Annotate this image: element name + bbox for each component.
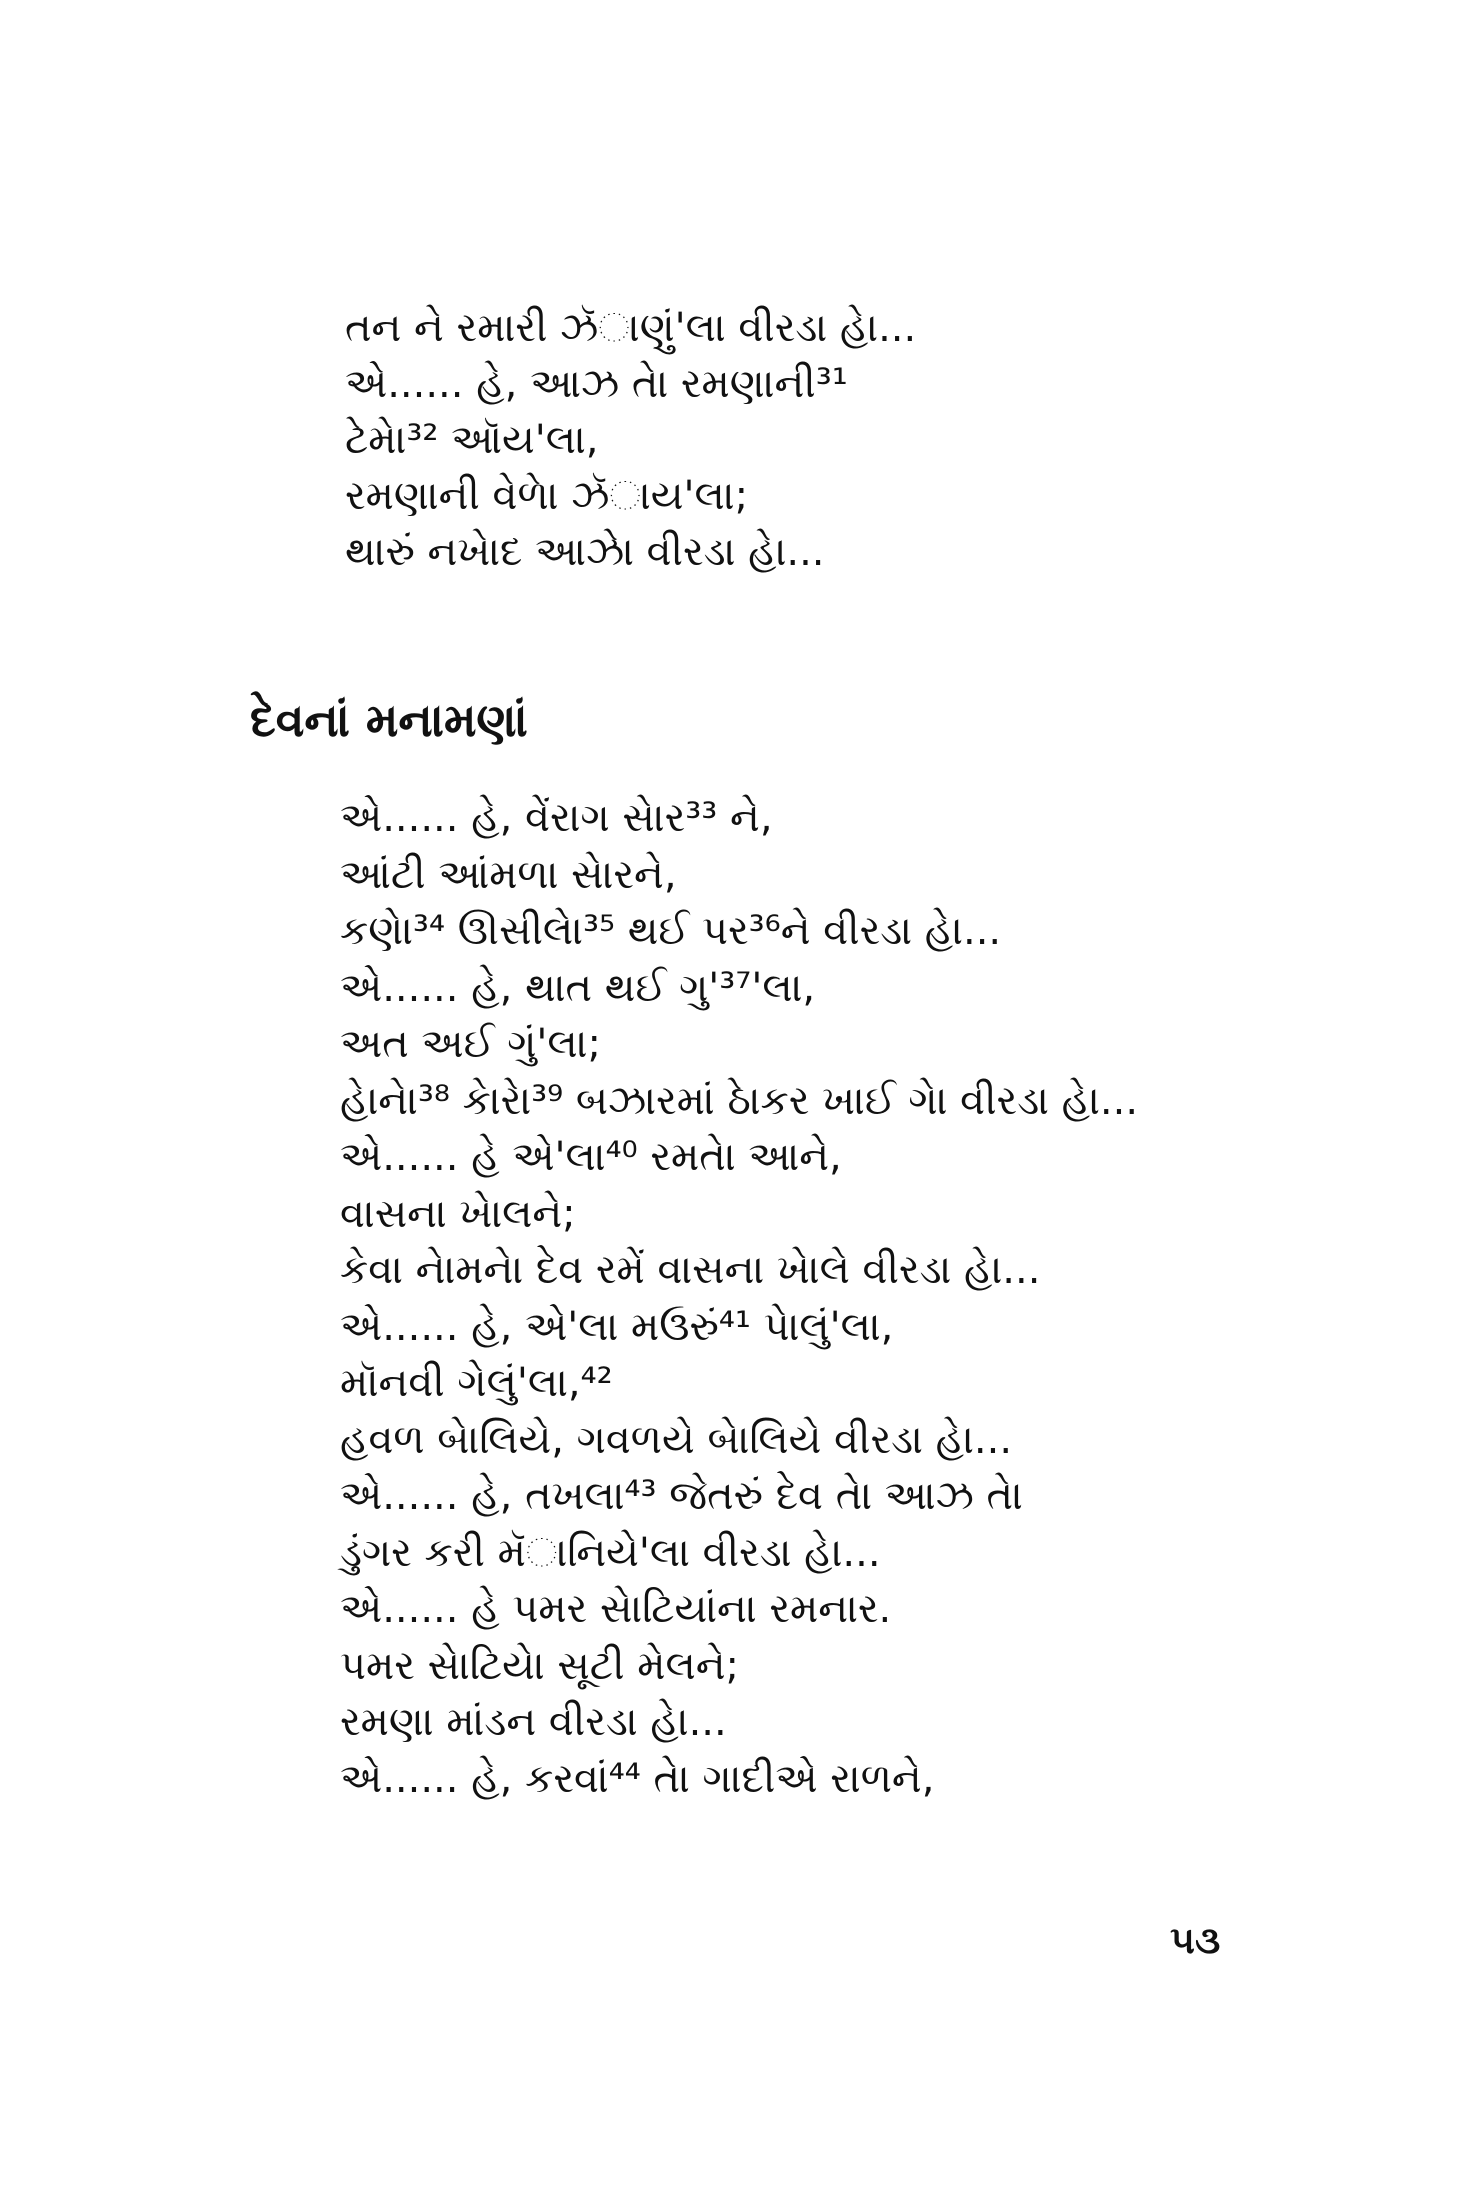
verse-line: કેવા નેામનેા દેવ રમેં વાસના ખેાલે વીરડા હેા... (340, 1247, 1041, 1293)
verse-line: તન ને રમારી ઝૅાણું'લા વીરડા હેા... (345, 305, 917, 351)
verse-line: એ...... હે પમર સેાટિયાંના રમનાર. (340, 1586, 892, 1632)
verse-line: મૉનવી ગેલું'લા,⁴² (340, 1360, 613, 1406)
opening-stanza (345, 300, 1345, 580)
verse-line: થારું નખેાદ આઝેા વીરડા હેા... (345, 529, 825, 575)
verse-line: રમણા માંડન વીરડા હેા... (340, 1699, 727, 1745)
verse-line: એ...... હે એ'લા⁴⁰ રમતેા આને, (340, 1134, 842, 1180)
verse-line: ડુંગર કરી મૅાનિયે'લા વીરડા હેા... (340, 1529, 881, 1576)
verse-line: કણેા³⁴ ઊસીલેા³⁵ થઈ પર³⁶ને વીરડા હેા... (340, 908, 1002, 954)
verse-line: એ...... હે, થાત થઈ ગુ'³⁷'લા, (340, 964, 816, 1011)
verse-line: એ...... હે, એ'લા મઉરું⁴¹ પેાલું'લા, (340, 1303, 894, 1350)
verse-line: એ...... હે, આઝ તેા રમણાની³¹ (345, 361, 848, 407)
verse-line: આંટી આંમળા સેારને, (340, 851, 677, 898)
verse-line: પમર સેાટિયેા સૂટી મેલને; (340, 1642, 739, 1689)
verse-line: એ...... હે, કરવાં⁴⁴ તેા ગાદીએ રાળને, (340, 1755, 935, 1802)
page-number: ૫૩ (1170, 1918, 1221, 1962)
verse-line: વાસના ખેાલને; (340, 1190, 576, 1237)
poem-body (340, 790, 1390, 1807)
verse-line: એ...... હે, તખલા⁴³ જેતરું દેવ તેા આઝ તેા (340, 1473, 1023, 1519)
verse-line: હેાનેા³⁸ કેારેા³⁹ બઝારમાં ઠેાકર ખાઈ ગેા વીરડા હેા... (340, 1077, 1139, 1124)
verse-line: અત અઈ ગું'લા; (340, 1021, 601, 1067)
verse-line: એ...... હે, વેંરાગ સેાર³³ ને, (340, 795, 773, 841)
verse-line: રમણાની વેળેા ઝૅાય'લા; (345, 473, 749, 519)
verse-line: હવળ બેાલિયે, ગવળયે બેાલિયે વીરડા હેા... (340, 1416, 1013, 1463)
section-heading: દેવનાં મનામણાં (250, 693, 528, 747)
verse-line: ટેમેા³² ઑય'લા, (345, 417, 599, 463)
